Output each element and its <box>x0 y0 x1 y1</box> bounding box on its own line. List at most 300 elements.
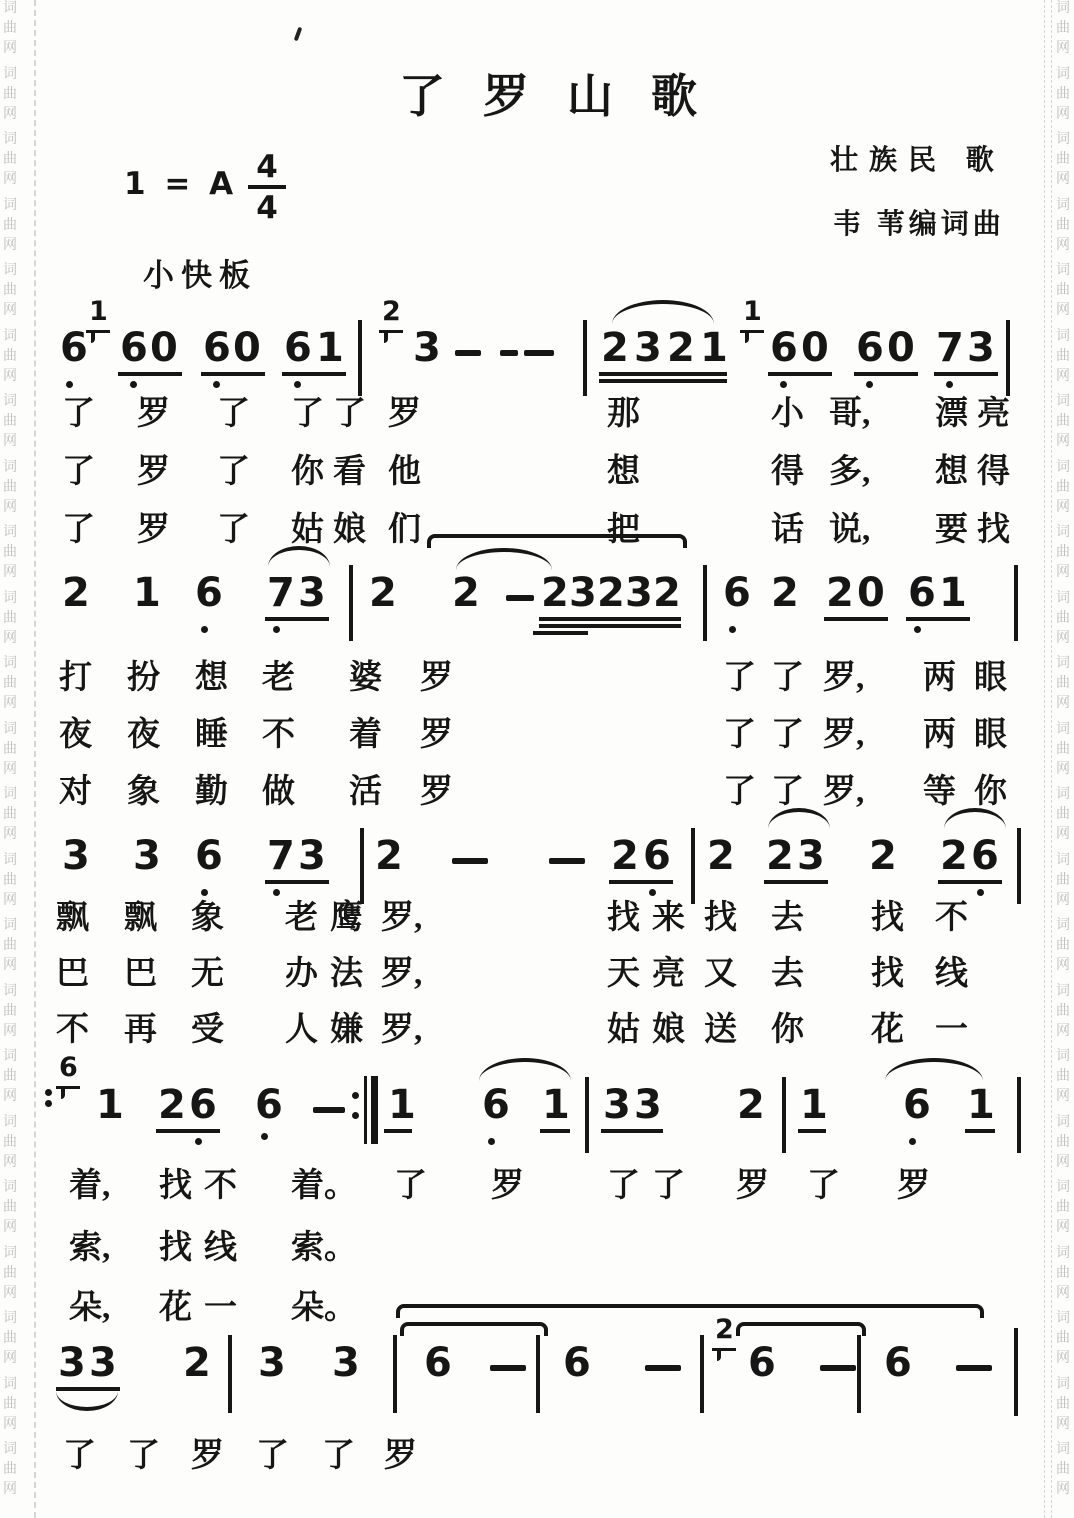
watermark-right: 曲 <box>1056 1003 1070 1019</box>
barline <box>703 565 707 641</box>
watermark-left: 词 <box>3 328 17 344</box>
lyric-char: 线 <box>935 956 968 992</box>
slur-arc <box>885 1058 983 1081</box>
barline <box>1014 565 1018 641</box>
verse-marker-number: 1 <box>743 296 762 327</box>
watermark-right: 网 <box>1056 303 1070 318</box>
lyric-char: 多, <box>829 454 871 490</box>
lyric-char: 了 <box>607 1168 640 1204</box>
tempo-marking: 小快板 <box>143 258 257 293</box>
barline <box>364 1076 367 1144</box>
octave-dot <box>352 1112 359 1119</box>
lyric-char: 罗 <box>384 1438 417 1474</box>
octave-dot <box>946 381 953 388</box>
watermark-right: 网 <box>1056 106 1070 122</box>
note-digit: 3 <box>603 1082 631 1128</box>
watermark-right: 网 <box>1056 41 1070 56</box>
lyric-char: 不 <box>56 1012 89 1048</box>
barline <box>360 828 364 904</box>
note-digit: 2 <box>597 570 625 616</box>
barline <box>358 320 362 396</box>
lyric-char: 飘 <box>124 900 157 936</box>
watermark-left: 词 <box>3 787 17 802</box>
watermark-left: 网 <box>3 303 17 318</box>
lyric-char: 找 <box>159 1230 192 1266</box>
watermark-left: 网 <box>3 106 17 122</box>
watermark-left: 词 <box>3 721 17 737</box>
note-digit: 6 <box>255 1082 283 1128</box>
watermark-right: 词 <box>1056 918 1070 933</box>
note-digit: 6 <box>643 833 671 879</box>
watermark-right: 网 <box>1056 696 1070 711</box>
slur-arc <box>479 1058 571 1081</box>
barline <box>691 828 695 904</box>
note-digit: 2 <box>771 570 799 616</box>
lyric-char: 了 <box>62 396 95 432</box>
lyric-char: 打 <box>59 660 92 696</box>
note-digit: 6 <box>424 1340 452 1386</box>
note-digit: 3 <box>625 570 653 616</box>
note-digit: 6 <box>723 570 751 616</box>
octave-dot <box>729 626 736 633</box>
watermark-right: 网 <box>1056 1416 1070 1432</box>
duration-dash <box>645 1365 681 1371</box>
lyric-char: 想 <box>935 454 968 490</box>
note-digit: 3 <box>967 325 995 371</box>
note-digit: 6 <box>60 325 88 371</box>
time-signature <box>248 150 286 225</box>
note-digit: 1 <box>542 1082 570 1128</box>
lyric-char: 索。 <box>291 1230 357 1266</box>
verse-marker-bracket <box>740 330 764 345</box>
note-digit: 0 <box>887 325 915 371</box>
watermark-left: 词 <box>3 394 17 409</box>
note-digit: 1 <box>939 570 967 616</box>
watermark-right: 曲 <box>1056 479 1070 495</box>
note-digit: 2 <box>653 570 681 616</box>
lyric-char: 夜 <box>59 717 92 753</box>
note-digit: 2 <box>601 325 629 371</box>
watermark-right: 词 <box>1056 1049 1070 1064</box>
watermark-left: 曲 <box>3 807 17 822</box>
lyric-char: 了 <box>723 774 756 810</box>
barline <box>371 1076 378 1144</box>
watermark-left: 词 <box>3 197 17 213</box>
note-digit: 0 <box>801 325 829 371</box>
verse-marker-bracket <box>56 1086 80 1101</box>
note-digit: 6 <box>856 325 884 371</box>
barline <box>585 1077 589 1153</box>
watermark-right: 曲 <box>1056 807 1070 822</box>
lyric-char: 找 <box>704 900 737 936</box>
lyric-char: 了 <box>217 512 250 548</box>
watermark-right: 词 <box>1056 394 1070 409</box>
note-digit: 1 <box>133 570 161 616</box>
lyric-char: 想 <box>195 660 228 696</box>
lyric-char: 了 <box>723 660 756 696</box>
watermark-left: 网 <box>3 696 17 711</box>
note-digit: 3 <box>332 1340 360 1386</box>
note-digit: 0 <box>150 325 178 371</box>
beam-underline <box>764 880 828 884</box>
watermark-left: 曲 <box>3 283 17 298</box>
barline <box>782 1077 786 1153</box>
lyric-char: 眼 <box>974 660 1007 696</box>
watermark-right: 曲 <box>1056 545 1070 560</box>
watermark-right: 网 <box>1056 1023 1070 1039</box>
watermark-left: 词 <box>3 1311 17 1326</box>
beam-underline <box>118 372 182 376</box>
octave-dot <box>352 1092 359 1099</box>
duration-dash <box>549 858 585 864</box>
beam-underline <box>768 372 832 376</box>
watermark-left: 曲 <box>3 545 17 560</box>
duration-dash <box>956 1365 992 1371</box>
watermark-right: 词 <box>1056 66 1070 82</box>
barline <box>228 1335 232 1413</box>
lyric-char: 了 <box>217 396 250 432</box>
watermark-right: 词 <box>1056 459 1070 475</box>
watermark-left: 词 <box>3 590 17 606</box>
watermark-right: 网 <box>1056 1482 1070 1497</box>
lyric-char: 人 <box>285 1012 318 1048</box>
lyric-char: 找 <box>871 900 904 936</box>
lyric-char: 法 <box>330 956 363 992</box>
barline <box>536 1335 540 1413</box>
lyric-char: 们 <box>388 512 421 548</box>
lyric-char: 罗, <box>381 956 423 992</box>
lyric-char: 象 <box>191 900 224 936</box>
watermark-right: 词 <box>1056 983 1070 999</box>
lyric-char: 着 <box>349 717 382 753</box>
lyric-char: 去 <box>771 956 804 992</box>
time-signature-fraction-bar <box>248 185 286 189</box>
note-digit: 6 <box>770 325 798 371</box>
lyric-char: 朵, <box>69 1290 111 1326</box>
watermark-right: 词 <box>1056 656 1070 671</box>
watermark-right: 词 <box>1056 132 1070 147</box>
lyric-char: 了 <box>63 1438 96 1474</box>
lyric-char: 漂 <box>935 396 968 432</box>
duration-dash <box>455 350 481 356</box>
lyric-char: 两 <box>923 717 956 753</box>
lyric-char: 不 <box>262 717 295 753</box>
note-digit: 6 <box>748 1340 776 1386</box>
lyric-char: 姑 <box>607 1012 640 1048</box>
octave-dot <box>914 626 921 633</box>
watermark-right: 曲 <box>1056 610 1070 626</box>
watermark-left: 网 <box>3 565 17 580</box>
key-signature: 1 = A <box>124 166 238 202</box>
watermark-left: 词 <box>3 656 17 671</box>
watermark-left: 词 <box>3 1245 17 1261</box>
watermark-left: 词 <box>3 1049 17 1064</box>
lyric-char: 罗 <box>137 512 170 548</box>
lyric-char: 得 <box>977 454 1010 490</box>
watermark-right: 曲 <box>1056 86 1070 102</box>
lyric-char: 不 <box>935 900 968 936</box>
duration-dash <box>452 858 488 864</box>
note-digit: 1 <box>800 1082 828 1128</box>
watermark-right: 词 <box>1056 1376 1070 1392</box>
watermark-left: 曲 <box>3 348 17 364</box>
octave-dot <box>261 1133 268 1140</box>
watermark-right: 网 <box>1056 958 1070 973</box>
watermark-left: 词 <box>3 1114 17 1130</box>
lyric-char: 嫌 <box>330 1012 363 1048</box>
watermark-right: 网 <box>1056 1351 1070 1366</box>
watermark-left: 曲 <box>3 86 17 102</box>
slur-arc <box>456 548 552 570</box>
duration-dash <box>490 1365 526 1371</box>
lyric-char: 眼 <box>974 717 1007 753</box>
note-digit: 6 <box>284 325 312 371</box>
watermark-right: 曲 <box>1056 414 1070 429</box>
lyric-char: 小 <box>771 396 804 432</box>
note-digit: 2 <box>62 570 90 616</box>
lyric-char: 巴 <box>56 956 89 992</box>
lyric-char: 娘 <box>333 512 366 548</box>
lyric-char: 做 <box>262 774 295 810</box>
note-digit: 7 <box>267 570 295 616</box>
tie-arc-below <box>56 1391 118 1411</box>
dashed-edge-line <box>1051 0 1052 1518</box>
lyric-char: 老 <box>285 900 318 936</box>
watermark-right: 曲 <box>1056 348 1070 364</box>
note-digit: 2 <box>737 1082 765 1128</box>
watermark-left: 词 <box>3 1180 17 1195</box>
note-digit: 3 <box>634 1082 662 1128</box>
lyric-char: 要 <box>935 512 968 548</box>
octave-dot <box>273 889 280 896</box>
watermark-right: 曲 <box>1056 938 1070 953</box>
note-digit: 0 <box>857 570 885 616</box>
slur-arc <box>268 546 330 567</box>
watermark-right: 网 <box>1056 761 1070 777</box>
slur-arc <box>768 808 830 829</box>
duration-dash <box>500 350 518 356</box>
watermark-left: 词 <box>3 1376 17 1392</box>
note-digit: 1 <box>700 325 728 371</box>
watermark-left: 网 <box>3 761 17 777</box>
watermark-left: 网 <box>3 1023 17 1039</box>
watermark-right: 曲 <box>1056 1265 1070 1281</box>
lyric-char: 睡 <box>195 717 228 753</box>
watermark-left: 曲 <box>3 1134 17 1150</box>
note-digit: 2 <box>375 833 403 879</box>
lyric-char: 罗 <box>420 660 453 696</box>
lyric-char: 了 <box>771 774 804 810</box>
lyric-char: 了 <box>62 512 95 548</box>
watermark-left: 网 <box>3 172 17 187</box>
beam-underline <box>282 372 346 376</box>
lyric-char: 一 <box>935 1012 968 1048</box>
lyric-char: 罗 <box>137 396 170 432</box>
note-digit: 2 <box>869 833 897 879</box>
lyric-char: 对 <box>59 774 92 810</box>
beam-underline <box>265 880 329 884</box>
lyric-char: 看 <box>333 454 366 490</box>
watermark-right: 词 <box>1056 1311 1070 1326</box>
watermark-right: 词 <box>1056 328 1070 344</box>
watermark-right: 曲 <box>1056 283 1070 298</box>
lyric-char: 了 <box>291 396 324 432</box>
watermark-right: 网 <box>1056 172 1070 187</box>
note-digit: 2 <box>766 833 794 879</box>
watermark-left: 网 <box>3 892 17 908</box>
octave-dot <box>909 1138 916 1145</box>
watermark-right: 网 <box>1056 630 1070 646</box>
beam-underline <box>156 1129 220 1133</box>
watermark-right: 词 <box>1056 590 1070 606</box>
note-digit: 2 <box>541 570 569 616</box>
barline <box>857 1335 861 1413</box>
lyric-char: 老 <box>262 660 295 696</box>
lyric-char: 罗 <box>491 1168 524 1204</box>
lyric-char: 你 <box>291 454 324 490</box>
note-digit: 2 <box>158 1082 186 1128</box>
octave-dot <box>488 1138 495 1145</box>
note-digit: 1 <box>316 325 344 371</box>
watermark-right: 网 <box>1056 434 1070 449</box>
lyric-char: 那 <box>607 396 640 432</box>
verse-marker-number: 2 <box>382 296 401 327</box>
watermark-left: 曲 <box>3 1265 17 1281</box>
watermark-right: 曲 <box>1056 1069 1070 1084</box>
phrase-bracket <box>396 1304 984 1318</box>
lyric-char: 他 <box>388 454 421 490</box>
lyric-char: 罗 <box>137 454 170 490</box>
watermark-left: 网 <box>3 499 17 515</box>
watermark-right: 词 <box>1056 1114 1070 1130</box>
lyric-char: 罗 <box>388 396 421 432</box>
note-digit: 7 <box>267 833 295 879</box>
lyric-char: 了 <box>652 1168 685 1204</box>
lyric-char: 罗 <box>420 774 453 810</box>
note-digit: 6 <box>908 570 936 616</box>
lyric-char: 了 <box>62 454 95 490</box>
phrase-bracket <box>736 1322 866 1336</box>
lyric-char: 着, <box>69 1168 111 1204</box>
note-digit: 3 <box>298 570 326 616</box>
watermark-left: 曲 <box>3 1200 17 1215</box>
lyric-char: 索, <box>69 1230 111 1266</box>
watermark-right: 曲 <box>1056 872 1070 888</box>
watermark-left: 曲 <box>3 1462 17 1477</box>
verse-marker-number: 6 <box>59 1052 78 1083</box>
lyric-char: 罗 <box>736 1168 769 1204</box>
watermark-right: 词 <box>1056 721 1070 737</box>
watermark-left: 网 <box>3 1416 17 1432</box>
watermark-right: 词 <box>1056 787 1070 802</box>
phrase-bracket <box>427 534 687 548</box>
octave-dot <box>273 626 280 633</box>
watermark-left: 词 <box>3 66 17 82</box>
beam-underline <box>599 379 727 383</box>
phrase-bracket <box>400 1322 548 1336</box>
lyric-char: 你 <box>974 774 1007 810</box>
octave-dot <box>45 1100 52 1107</box>
watermark-left: 曲 <box>3 479 17 495</box>
lyric-char: 罗, <box>823 717 865 753</box>
time-signature-numerator: 4 <box>256 149 278 185</box>
lyric-char: 罗, <box>381 900 423 936</box>
lyric-char: 活 <box>349 774 382 810</box>
note-digit: 3 <box>62 833 90 879</box>
note-digit: 6 <box>195 833 223 879</box>
lyric-char: 了 <box>771 717 804 753</box>
note-digit: 6 <box>884 1340 912 1386</box>
beam-underline <box>609 880 673 884</box>
octave-dot <box>294 381 301 388</box>
lyric-char: 巴 <box>124 956 157 992</box>
lyric-char: 了 <box>217 454 250 490</box>
note-digit: 3 <box>133 833 161 879</box>
duration-dash <box>820 1365 856 1371</box>
lyric-char: 办 <box>285 956 318 992</box>
watermark-right: 网 <box>1056 827 1070 842</box>
watermark-left: 曲 <box>3 741 17 757</box>
lyric-char: 罗 <box>420 717 453 753</box>
watermark-left: 网 <box>3 368 17 384</box>
octave-dot <box>866 381 873 388</box>
note-digit: 1 <box>388 1082 416 1128</box>
note-digit: 2 <box>611 833 639 879</box>
barline <box>583 320 587 396</box>
lyric-char: 罗, <box>823 660 865 696</box>
watermark-right: 网 <box>1056 1154 1070 1170</box>
lyric-char: 无 <box>191 956 224 992</box>
barline <box>349 565 353 641</box>
watermark-left: 网 <box>3 237 17 253</box>
beam-underline <box>540 1129 570 1133</box>
lyric-char: 找 <box>871 956 904 992</box>
lyric-char: 了 <box>723 717 756 753</box>
beam-underline <box>384 1129 412 1133</box>
watermark-right: 词 <box>1056 525 1070 540</box>
barline <box>1017 828 1021 904</box>
verse-marker-number: 2 <box>715 1314 734 1345</box>
beam-underline <box>599 372 727 376</box>
note-digit: 7 <box>936 325 964 371</box>
watermark-right: 网 <box>1056 237 1070 253</box>
lyric-char: 罗 <box>191 1438 224 1474</box>
lyric-char: 朵。 <box>291 1290 357 1326</box>
note-digit: 6 <box>120 325 148 371</box>
lyric-char: 哥, <box>829 396 871 432</box>
watermark-left: 曲 <box>3 1003 17 1019</box>
note-digit: 2 <box>369 570 397 616</box>
barline <box>393 1335 397 1413</box>
lyric-char: 娘 <box>652 1012 685 1048</box>
dashed-edge-line <box>34 0 36 1518</box>
song-title: 了罗山歌 <box>399 71 735 122</box>
lyric-char: 送 <box>704 1012 737 1048</box>
lyric-char: 又 <box>704 956 737 992</box>
watermark-left: 网 <box>3 1482 17 1497</box>
barline <box>1006 320 1010 396</box>
octave-dot <box>66 381 73 388</box>
note-digit: 6 <box>563 1340 591 1386</box>
verse-marker-number: 1 <box>89 296 108 327</box>
octave-dot <box>45 1089 52 1096</box>
watermark-left: 网 <box>3 827 17 842</box>
watermark-left: 网 <box>3 41 17 56</box>
octave-dot <box>649 889 656 896</box>
note-digit: 3 <box>58 1340 86 1386</box>
credit-arranger: 韦 苇编词曲 <box>833 208 1005 239</box>
note-digit: 6 <box>482 1082 510 1128</box>
